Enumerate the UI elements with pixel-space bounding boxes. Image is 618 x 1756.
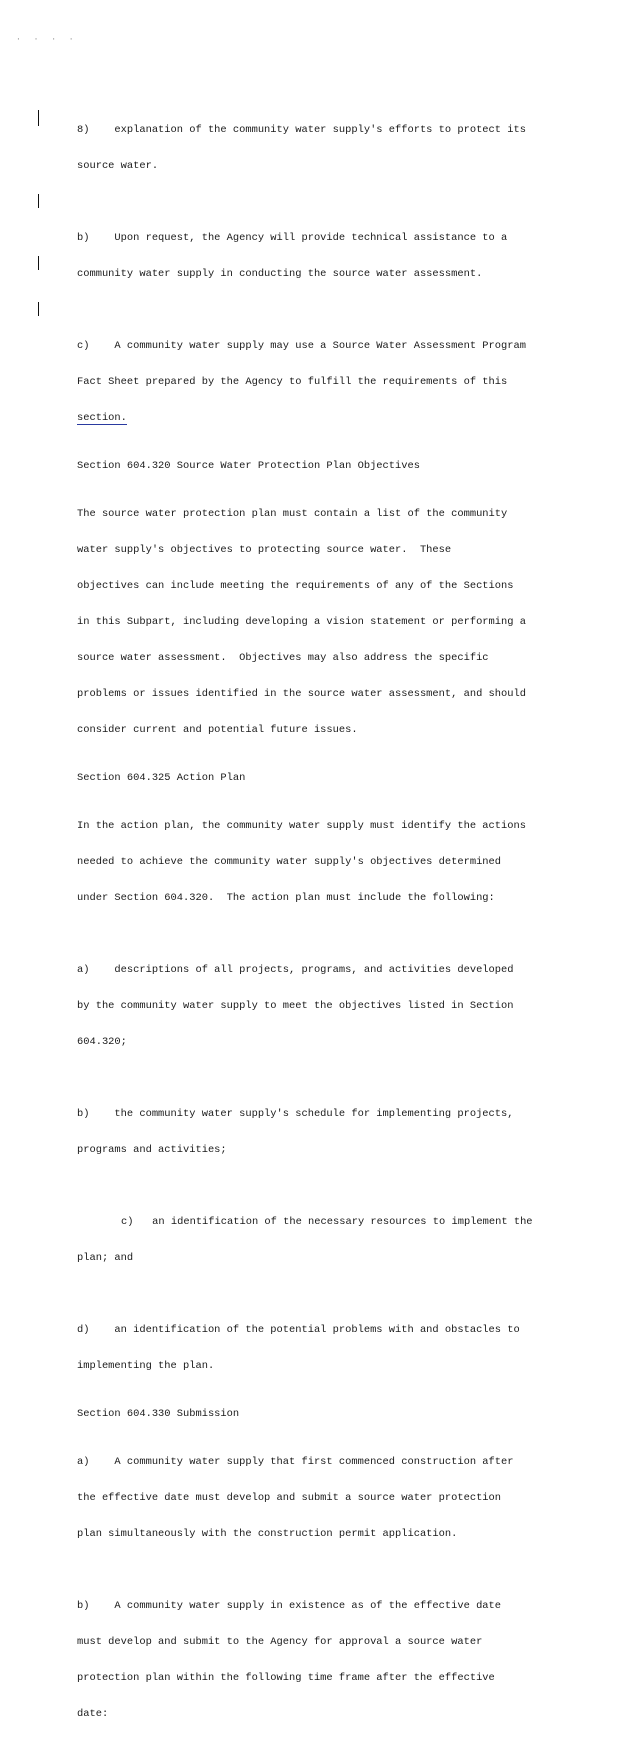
paragraph — [77, 1432, 547, 1564]
text-line: 8) explanation of the community water supply's efforts to protect its — [77, 124, 526, 136]
section-heading: Section 604.325 Action Plan — [77, 772, 246, 784]
paragraph — [77, 100, 547, 196]
text-line: c) an identification of the necessary resources to implement the — [121, 1216, 533, 1228]
paragraph — [77, 208, 547, 304]
paragraph — [77, 316, 547, 448]
text-line: a) descriptions of all projects, programs, and activities developed — [77, 964, 514, 976]
revision-bar — [38, 256, 39, 270]
underlined-text: section. — [77, 412, 127, 424]
text-line: problems or issues identified in the source water assessment, and should — [77, 688, 526, 700]
text-line: protection plan within the following time frame after the effective — [77, 1672, 495, 1684]
paragraph — [77, 1084, 547, 1180]
text-line: plan simultaneously with the construction permit application. — [77, 1528, 458, 1540]
section-heading: Section 604.330 Submission — [77, 1408, 240, 1420]
text-line: needed to achieve the community water supply's objectives determined — [77, 856, 502, 868]
document-body — [77, 100, 547, 1756]
text-line: source water assessment. Objectives may also address the specific — [77, 652, 489, 664]
text-line: c) A community water supply may use a Source Water Assessment Program — [77, 340, 526, 352]
text-line: b) Upon request, the Agency will provide technical assistance to a — [77, 232, 508, 244]
revision-bar — [38, 110, 39, 126]
revision-bar — [38, 302, 39, 316]
scan-specks: · · · · — [16, 35, 78, 44]
paragraph — [77, 484, 547, 760]
paragraph — [77, 940, 547, 1072]
text-line: objectives can include meeting the requirements of any of the Sections — [77, 580, 514, 592]
text-line: source water. — [77, 160, 159, 172]
text-line: date: — [77, 1708, 109, 1720]
text-line: In the action plan, the community water supply must identify the actions — [77, 820, 526, 832]
revision-bar — [38, 194, 39, 208]
text-line: by the community water supply to meet the objectives listed in Section — [77, 1000, 514, 1012]
text-line: in this Subpart, including developing a vision statement or performing a — [77, 616, 526, 628]
text-line: programs and activities; — [77, 1144, 227, 1156]
paragraph — [77, 1576, 547, 1744]
text-line: plan; and — [77, 1252, 134, 1264]
text-line: d) an identification of the potential problems with and obstacles to — [77, 1324, 520, 1336]
text-line: 604.320; — [77, 1036, 127, 1048]
text-line: a) A community water supply that first commenced construction after — [77, 1456, 514, 1468]
section-heading: Section 604.320 Source Water Protection Plan Objectives — [77, 460, 420, 472]
text-line: b) A community water supply in existence as of the effective date — [77, 1600, 502, 1612]
text-line: implementing the plan. — [77, 1360, 215, 1372]
paragraph — [77, 1300, 547, 1396]
paragraph — [77, 796, 547, 928]
text-line: the effective date must develop and submit a source water protection — [77, 1492, 502, 1504]
text-line: Fact Sheet prepared by the Agency to fulfill the requirements of this — [77, 376, 508, 388]
text-line — [77, 412, 547, 424]
text-line: The source water protection plan must contain a list of the community — [77, 508, 508, 520]
text-line: water supply's objectives to protecting source water. These — [77, 544, 452, 556]
text-line: community water supply in conducting the source water assessment. — [77, 268, 483, 280]
paragraph — [77, 1192, 547, 1288]
text-line: under Section 604.320. The action plan must include the following: — [77, 892, 495, 904]
text-line: b) the community water supply's schedule for implementing projects, — [77, 1108, 514, 1120]
text-line: consider current and potential future issues. — [77, 724, 358, 736]
text-line: must develop and submit to the Agency for approval a source water — [77, 1636, 483, 1648]
